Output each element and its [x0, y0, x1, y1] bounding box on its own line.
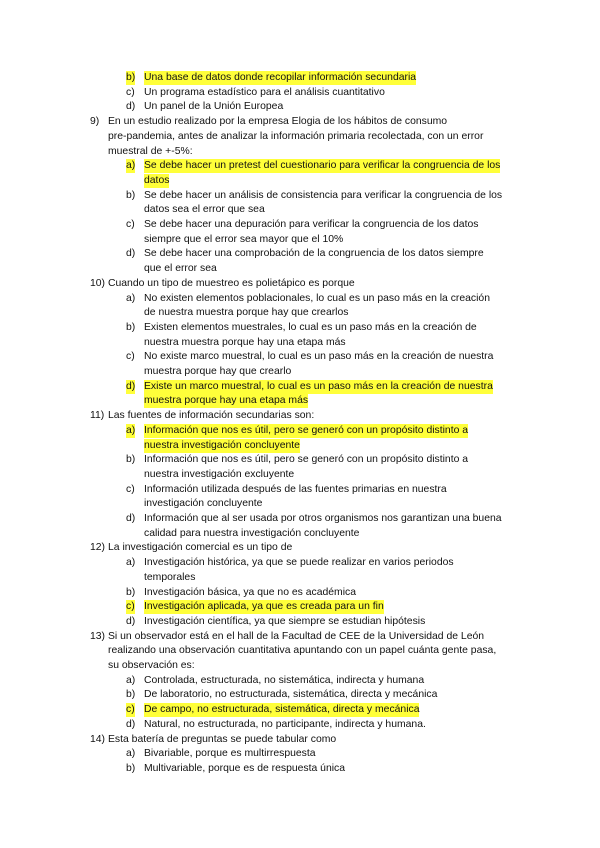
answer-option: Controlada, estructurada, no sistemática, indirecta y humana: [144, 674, 425, 686]
answer-option: Investigación básica, ya que no es académica: [144, 586, 356, 598]
answer-option: No existen elementos poblacionales, lo cual es un paso más en la creación: [144, 292, 490, 304]
answer-option: Existen elementos muestrales, lo cual es un paso más en la creación de: [144, 321, 477, 333]
answer-option: Un programa estadístico para el análisis cuantitativo: [144, 86, 385, 98]
option-letter: a): [126, 160, 136, 172]
question-text: Esta batería de preguntas se puede tabular como: [108, 733, 337, 745]
answer-option: Bivariable, porque es multirrespuesta: [144, 748, 316, 760]
option-letter: c): [126, 704, 135, 716]
answer-option: calidad para nuestra investigación concluyente: [144, 527, 360, 539]
option-letter: b): [126, 189, 136, 201]
question-number: 13): [90, 630, 106, 642]
option-letter: d): [126, 718, 136, 730]
answer-option: que el error sea: [144, 263, 217, 275]
option-letter: c): [126, 351, 135, 363]
option-letter: d): [126, 513, 136, 524]
option-letter: d): [126, 380, 136, 392]
option-letter: b): [126, 72, 136, 83]
question-text: Las fuentes de información secundarias son:: [108, 410, 315, 422]
highlighted-answer: De campo, no estructurada, sistemática, directa y mecánica: [144, 704, 420, 716]
highlighted-answer: muestra porque hay una etapa más: [144, 395, 309, 407]
option-letter: c): [126, 483, 135, 495]
option-letter: b): [126, 762, 136, 774]
answer-option: Información que al ser usada por otros organismos nos garantizan una buena: [144, 513, 502, 524]
question-number: 11): [90, 410, 105, 422]
answer-option: datos sea el error que sea: [144, 204, 265, 216]
option-letter: a): [126, 674, 136, 686]
answer-option: Se debe hacer una comprobación de la congruencia de los datos siempre: [144, 248, 484, 260]
answer-option: Multivariable, porque es de respuesta única: [144, 762, 346, 774]
answer-option: investigación concluyente: [144, 498, 263, 510]
highlighted-answer: Se debe hacer un pretest del cuestionario para verificar la congruencia de los: [144, 160, 501, 172]
highlighted-answer: Información que nos es útil, pero se generó con un propósito distinto a: [144, 424, 469, 436]
answer-option: No existe marco muestral, lo cual es un paso más en la creación de nuestra: [144, 351, 494, 363]
answer-option: Investigación científica, ya que siempre se estudian hipótesis: [144, 615, 426, 627]
answer-option: Natural, no estructurada, no participante, indirecta y humana.: [144, 718, 426, 730]
option-letter: c): [126, 601, 135, 613]
option-letter: b): [126, 689, 136, 701]
option-letter: b): [126, 586, 136, 598]
answer-option: nuestra muestra porque hay una etapa más: [144, 336, 346, 348]
option-letter: c): [126, 86, 135, 98]
answer-option: Información que nos es útil, pero se generó con un propósito distinto a: [144, 454, 469, 466]
question-text: Si un observador está en el hall de la Facultad de CEE de la Universidad de León: [108, 630, 485, 642]
answer-option: De laboratorio, no estructurada, sistemática, directa y mecánica: [144, 689, 438, 701]
question-text: pre-pandemia, antes de analizar la información primaria recolectada, con un error: [108, 130, 484, 142]
answer-option: temporales: [144, 571, 196, 583]
highlighted-answer: Existe un marco muestral, lo cual es un paso más en la creación de nuestra: [144, 380, 493, 392]
question-text: En un estudio realizado por la empresa Elogia de los hábitos de consumo: [108, 116, 448, 128]
answer-option: Un panel de la Unión Europea: [144, 101, 284, 113]
highlighted-answer: Una base de datos donde recopilar información secundaria: [144, 72, 417, 83]
option-letter: b): [126, 321, 136, 333]
highlighted-answer: nuestra investigación concluyente: [144, 439, 300, 451]
option-letter: d): [126, 248, 136, 260]
answer-option: de nuestra muestra porque hay que crearlos: [144, 307, 349, 319]
question-number: 10): [90, 277, 106, 289]
answer-option: Información utilizada después de las fuentes primarias en nuestra: [144, 483, 447, 495]
question-text: muestral de +-5%:: [108, 145, 193, 157]
answer-option: Investigación histórica, ya que se puede realizar en varios periodos: [144, 557, 454, 569]
answer-option: Se debe hacer una depuración para verificar la congruencia de los datos: [144, 219, 479, 230]
option-letter: b): [126, 454, 136, 466]
answer-option: muestra porque hay que crearlo: [144, 366, 292, 377]
question-text: realizando una observación cuantitativa apuntando con un papel cuánta gente pasa,: [108, 645, 497, 657]
question-text: La investigación comercial es un tipo de: [108, 542, 293, 554]
answer-option: Se debe hacer un análisis de consistencia para verificar la congruencia de los: [144, 189, 503, 201]
option-letter: d): [126, 101, 136, 113]
option-letter: a): [126, 748, 136, 760]
answer-option: siempre que el error sea mayor que el 10%: [144, 233, 344, 245]
answer-option: nuestra investigación excluyente: [144, 468, 295, 480]
highlighted-answer: datos: [144, 174, 170, 186]
option-letter: a): [126, 424, 136, 436]
highlighted-answer: Investigación aplicada, ya que es creada para un fin: [144, 601, 384, 613]
option-letter: d): [126, 615, 136, 627]
option-letter: c): [126, 219, 135, 230]
question-number: 12): [90, 542, 106, 554]
question-text: Cuando un tipo de muestreo es polietápico es porque: [108, 277, 355, 289]
question-text: su observación es:: [108, 660, 195, 671]
option-letter: a): [126, 292, 136, 304]
option-letter: a): [126, 557, 136, 569]
question-number: 14): [90, 733, 106, 745]
question-number: 9): [90, 116, 100, 128]
